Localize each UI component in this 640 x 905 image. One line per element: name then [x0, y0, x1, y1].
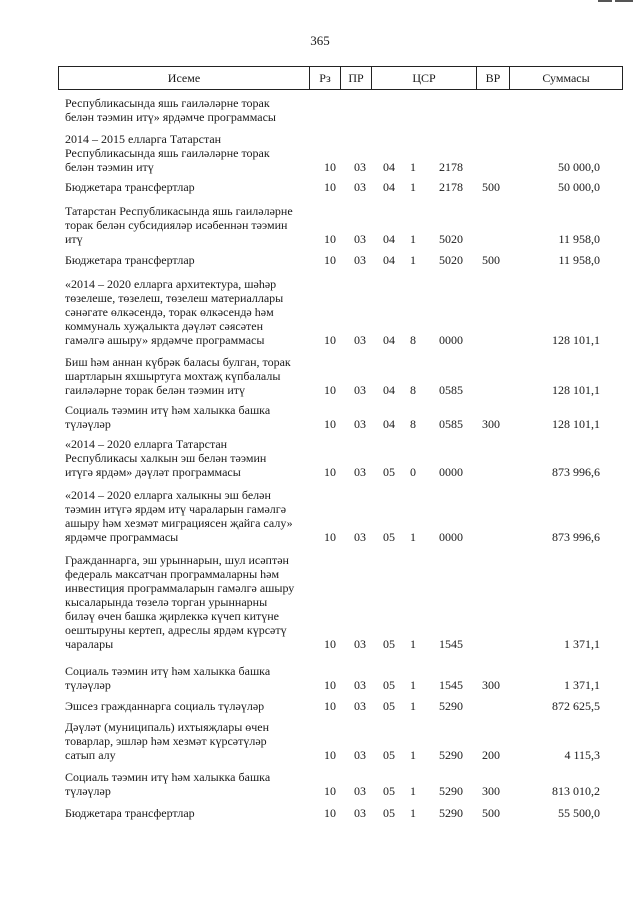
row-csr-a: 05 [383, 530, 395, 544]
row-rz: 10 [324, 699, 336, 713]
row-sum: 873 996,6 [552, 465, 600, 479]
header-vr: ВР [485, 71, 501, 85]
row-name: Бюджетара трансфертлар [65, 180, 195, 194]
row-csr-c: 5020 [439, 253, 463, 267]
row-vr: 500 [482, 180, 500, 194]
row-csr-a: 05 [383, 637, 395, 651]
row-csr-b: 1 [410, 530, 416, 544]
row-pr: 03 [354, 160, 366, 174]
row-sum: 11 958,0 [558, 232, 600, 246]
row-csr-c: 0585 [439, 417, 463, 431]
row-sum: 128 101,1 [552, 333, 600, 347]
header-rz: Рз [319, 71, 331, 85]
row-csr-b: 1 [410, 678, 416, 692]
row-csr-c: 2178 [439, 180, 463, 194]
row-pr: 03 [354, 784, 366, 798]
row-csr-b: 1 [410, 806, 416, 820]
row-name: Бюджетара трансфертлар [65, 253, 195, 267]
row-pr: 03 [354, 180, 366, 194]
row-sum: 1 371,1 [564, 678, 600, 692]
row-sum: 50 000,0 [558, 180, 600, 194]
row-csr-a: 05 [383, 784, 395, 798]
row-rz: 10 [324, 465, 336, 479]
row-csr-c: 1545 [439, 637, 463, 651]
row-name: 2014 – 2015 елларга Татарстан Республикасында яшь гаиләләрне торак белән тәэмин итү [65, 132, 270, 174]
row-name: Эшсез гражданнарга социаль түләүләр [65, 699, 265, 713]
row-pr: 03 [354, 232, 366, 246]
header-pr: ПР [348, 71, 364, 85]
row-sum: 4 115,3 [564, 748, 600, 762]
row-vr: 200 [482, 748, 500, 762]
row-pr: 03 [354, 465, 366, 479]
row-rz: 10 [324, 678, 336, 692]
row-csr-c: 0000 [439, 465, 463, 479]
row-name: Социаль тәэмин итү һәм халыкка башка түләүләр [65, 664, 271, 692]
row-vr: 300 [482, 417, 500, 431]
row-csr-b: 8 [410, 417, 416, 431]
row-rz: 10 [324, 637, 336, 651]
row-name: Гражданнарга, эш урыннарын, шул исәптән федераль максатчан программаларны һәм инвестиция программаларын гамәлгә ашыру кысаларында төзелә торган урыннарны биләү өчен башка җирлеккә күчеп китүне оештыруны кертеп, адреслы ярдәм күрсәтү чаралары [65, 553, 295, 651]
row-name: Дәүләт (муниципаль) ихтыяҗлары өчен товарлар, эшләр һәм хезмәт күрсәтүләр сатып алу [65, 720, 270, 762]
row-pr: 03 [354, 806, 366, 820]
row-rz: 10 [324, 383, 336, 397]
row-rz: 10 [324, 417, 336, 431]
row-vr: 300 [482, 678, 500, 692]
row-rz: 10 [324, 748, 336, 762]
row-csr-a: 04 [383, 180, 395, 194]
page-number: 365 [310, 33, 330, 48]
row-csr-b: 1 [410, 748, 416, 762]
header-name: Исеме [167, 71, 201, 85]
row-csr-a: 05 [383, 678, 395, 692]
row-csr-a: 04 [383, 417, 395, 431]
row-csr-c: 2178 [439, 160, 463, 174]
row-sum: 55 500,0 [558, 806, 600, 820]
row-sum: 872 625,5 [552, 699, 600, 713]
row-csr-c: 0000 [439, 333, 463, 347]
row-name: Бюджетара трансфертлар [65, 806, 195, 820]
row-vr: 500 [482, 806, 500, 820]
row-name: Социаль тәэмин итү һәм халыкка башка түләүләр [65, 403, 271, 431]
row-csr-b: 1 [410, 232, 416, 246]
row-csr-c: 0000 [439, 530, 463, 544]
row-csr-a: 04 [383, 232, 395, 246]
row-name: Биш һәм аннан күбрәк баласы булган, торак шартларын яхшыртуга мохтаҗ күпбалалы гаиләләрне торак белән тәэмин итү [65, 355, 291, 397]
header-csr: ЦСР [412, 71, 436, 85]
row-csr-a: 04 [383, 333, 395, 347]
row-name: Татарстан Республикасында яшь гаиләләрне торак белән субсидияләр исәбеннән тәэмин итү [65, 204, 293, 246]
row-csr-c: 5290 [439, 748, 463, 762]
row-csr-a: 04 [383, 160, 395, 174]
row-pr: 03 [354, 383, 366, 397]
row-csr-b: 1 [410, 784, 416, 798]
row-pr: 03 [354, 699, 366, 713]
row-sum: 128 101,1 [552, 383, 600, 397]
row-csr-b: 0 [410, 465, 416, 479]
row-csr-c: 0585 [439, 383, 463, 397]
row-rz: 10 [324, 530, 336, 544]
row-csr-a: 05 [383, 806, 395, 820]
row-name: «2014 – 2020 елларга Татарстан Республикасы халкын эш белән тәэмин итүгә ярдәм» дәүләт программасы [65, 437, 267, 479]
row-pr: 03 [354, 417, 366, 431]
row-name: «2014 – 2020 елларга халыкны эш белән тәэмин итүгә ярдәм итү чараларын гамәлгә ашыру һәм хезмәт миграциясен җайга салу» ярдәмче программасы [65, 488, 293, 544]
row-csr-c: 5290 [439, 699, 463, 713]
row-pr: 03 [354, 253, 366, 267]
row-name: Республикасында яшь гаиләләрне торак белән тәэмин итү» ярдәмче программасы [65, 96, 276, 124]
row-sum: 50 000,0 [558, 160, 600, 174]
row-rz: 10 [324, 160, 336, 174]
row-csr-c: 1545 [439, 678, 463, 692]
row-rz: 10 [324, 253, 336, 267]
row-vr: 500 [482, 253, 500, 267]
row-csr-b: 1 [410, 160, 416, 174]
header-sum: Суммасы [542, 71, 590, 85]
row-sum: 873 996,6 [552, 530, 600, 544]
row-csr-c: 5020 [439, 232, 463, 246]
row-csr-a: 04 [383, 383, 395, 397]
row-csr-b: 1 [410, 637, 416, 651]
row-sum: 128 101,1 [552, 417, 600, 431]
table-header [58, 66, 623, 90]
row-name: «2014 – 2020 елларга архитектура, шәһәр төзелеше, төзелеш, төзелеш материаллары сәнәгате өлкәсендә, торак өлкәсендә һәм коммуналь хуҗалыкта дәүләт сәясәтен гамәлгә ашыру» ярдәмче программасы [65, 277, 284, 347]
scan-mark [598, 0, 638, 4]
row-vr: 300 [482, 784, 500, 798]
row-csr-a: 04 [383, 253, 395, 267]
row-rz: 10 [324, 333, 336, 347]
row-pr: 03 [354, 678, 366, 692]
row-csr-c: 5290 [439, 784, 463, 798]
row-csr-b: 8 [410, 333, 416, 347]
row-csr-b: 8 [410, 383, 416, 397]
row-pr: 03 [354, 637, 366, 651]
row-rz: 10 [324, 784, 336, 798]
row-pr: 03 [354, 530, 366, 544]
row-pr: 03 [354, 333, 366, 347]
row-csr-b: 1 [410, 253, 416, 267]
row-sum: 813 010,2 [552, 784, 600, 798]
row-csr-b: 1 [410, 180, 416, 194]
row-csr-a: 05 [383, 748, 395, 762]
row-rz: 10 [324, 232, 336, 246]
row-sum: 11 958,0 [558, 253, 600, 267]
row-rz: 10 [324, 806, 336, 820]
row-csr-a: 05 [383, 699, 395, 713]
row-csr-c: 5290 [439, 806, 463, 820]
row-csr-a: 05 [383, 465, 395, 479]
row-pr: 03 [354, 748, 366, 762]
row-csr-b: 1 [410, 699, 416, 713]
row-name: Социаль тәэмин итү һәм халыкка башка түләүләр [65, 770, 271, 798]
row-rz: 10 [324, 180, 336, 194]
row-sum: 1 371,1 [564, 637, 600, 651]
